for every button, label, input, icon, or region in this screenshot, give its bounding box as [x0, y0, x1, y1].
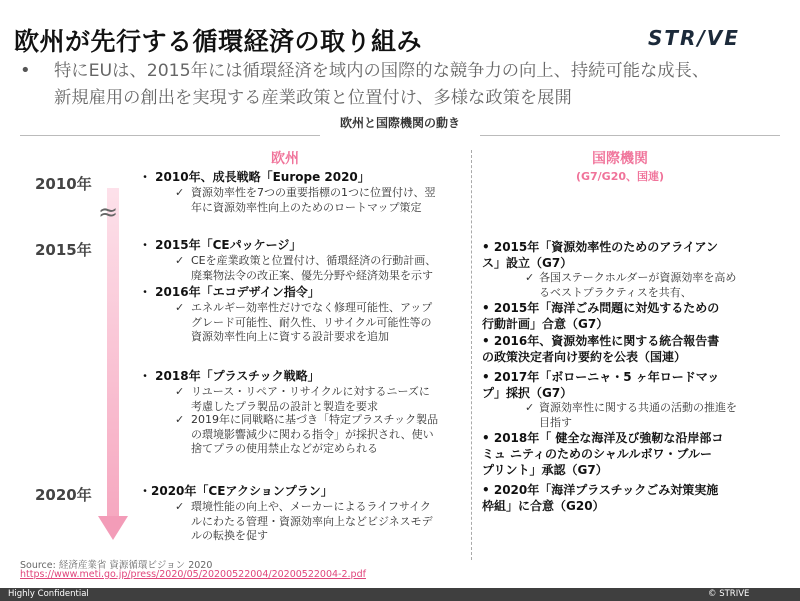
- intl-item-detail: ✓ 資源効率性に関する共通の活動の推進を 目指す: [525, 401, 737, 429]
- column-subheader-intl: (G7/G20、国連): [575, 170, 665, 183]
- check-icon: ✓: [175, 385, 185, 398]
- check-icon: ✓: [525, 271, 535, 284]
- section-heading: 欧州と国際機関の動き: [339, 116, 460, 130]
- check-icon: ✓: [175, 254, 185, 267]
- eu-item-title: ・ 2018年「プラスチック戦略」: [139, 369, 320, 383]
- check-icon: ✓: [175, 186, 185, 199]
- heading-rule-left: [20, 135, 320, 136]
- timeline-arrow-head: [98, 516, 128, 540]
- source-note: Source: 経済産業省 資源循環ビジョン 2020: [20, 560, 213, 571]
- column-divider: [471, 150, 472, 560]
- year-label-2020: 2020年: [35, 486, 92, 504]
- heading-rule-right: [480, 135, 780, 136]
- column-header-intl: 国際機関: [592, 151, 648, 167]
- footer-bar: [0, 588, 800, 601]
- eu-item-detail: ✓ リユース・リペア・リサイクルに対するニーズに 考慮したプラ製品の設計と製造を要求: [175, 385, 430, 413]
- intl-item-title: • 2015年「資源効率性のためのアライアン ス」設立（G7）: [482, 240, 719, 270]
- eu-item-title: ・2020年「CEアクションプラン」: [139, 484, 333, 498]
- approx-symbol: ≈: [98, 198, 119, 226]
- intl-item-title: • 2016年、資源効率性に関する統合報告書 の政策決定者向け要約を公表（国連）: [482, 334, 720, 364]
- footer-confidential: Highly Confidential: [8, 589, 89, 599]
- year-label-2015: 2015年: [35, 241, 92, 259]
- eu-item-detail: ✓ エネルギー効率性だけでなく修理可能性、アップ グレード可能性、耐久性、リサイクル可能性等の 資源効率性向上に資する設計要求を追加: [175, 301, 433, 343]
- summary-bullet: •: [20, 60, 31, 81]
- eu-item-detail: ✓ 資源効率性を7つの重要指標の1つに位置付け、翌 年に資源効率性向上のためのロートマップ策定: [175, 186, 436, 214]
- intl-item-title: • 2015年「海洋ごみ問題に対処するための 行動計画」合意（G7）: [482, 301, 720, 331]
- check-icon: ✓: [175, 301, 185, 314]
- page-title: 欧州が先行する循環経済の取り組み: [14, 27, 423, 56]
- eu-item-detail: ✓ CEを産業政策と位置付け、循環経済の行動計画、 廃棄物法令の改正案、優先分野や経済効果を示す: [175, 254, 437, 282]
- summary-text: 特にEUは、2015年には循環経済を域内の国際的な競争力の向上、持続可能な成長、 新規雇用の創出を実現する産業政策と位置付け、多様な政策を展開: [54, 61, 710, 108]
- eu-item-detail: ✓ 2019年に同戦略に基づき「特定プラスチック製品 の環境影響減少に関わる指令」が採択され、使い 捨てプラの使用禁止などが定められる: [175, 413, 439, 455]
- footer-copyright: © STRIVE: [708, 589, 750, 599]
- check-icon: ✓: [525, 401, 535, 414]
- eu-item-title: ・ 2016年「エコデザイン指令」: [139, 285, 320, 299]
- intl-item-detail: ✓ 各国ステークホルダーが資源効率を高め るベストプラクティスを共有、: [525, 271, 737, 299]
- eu-item-title: ・ 2015年「CEパッケージ」: [139, 238, 302, 252]
- check-icon: ✓: [175, 500, 185, 513]
- eu-item-detail: ✓ 環境性能の向上や、メーカーによるライフサイク ルにわたる管理・資源効率向上などビジネスモデ ルの転換を促す: [175, 500, 433, 542]
- source-link[interactable]: https://www.meti.go.jp/press/2020/05/20200522004/20200522004-2.pdf: [20, 569, 366, 580]
- eu-item-title: ・ 2010年、成長戦略「Europe 2020」: [139, 170, 370, 184]
- intl-item-title: • 2020年「海洋プラスチックごみ対策実施 枠組」に合意（G20）: [482, 483, 719, 513]
- column-header-eu: 欧州: [271, 151, 299, 167]
- intl-item-title: • 2017年「ボローニャ・5 ヶ年ロードマッ プ」採択（G7）: [482, 370, 720, 400]
- check-icon: ✓: [175, 413, 185, 426]
- intl-item-title: • 2018年「 健全な海洋及び強靭な沿岸部コ ミュ ニティのためのシャルルボワ・ブルー プリント」承認（G7）: [482, 431, 724, 477]
- strive-logo: STR/VE: [648, 26, 740, 50]
- timeline-arrow: [107, 188, 119, 518]
- year-label-2010: 2010年: [35, 175, 92, 193]
